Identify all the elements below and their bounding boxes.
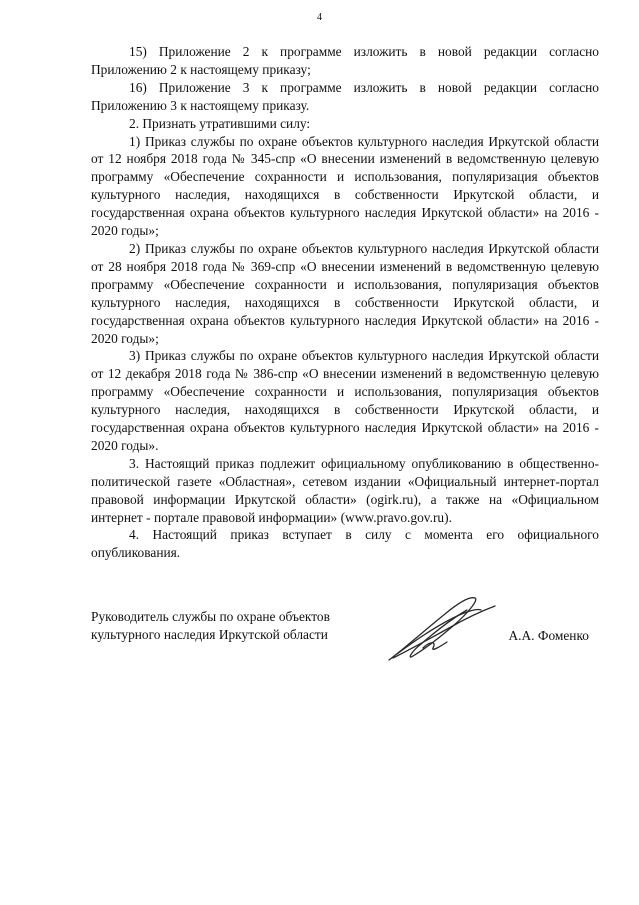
signatory-position-line2: культурного наследия Иркутской области — [91, 627, 328, 642]
signatory-position-line1: Руководитель службы по охране объектов — [91, 609, 330, 624]
signatory-position — [91, 608, 330, 644]
signatory-name: А.А. Фоменко — [508, 628, 589, 643]
handwritten-signature — [383, 590, 503, 670]
page-number: 4 — [317, 12, 322, 23]
paragraph-repeal-heading: 2. Признать утратившими силу: — [129, 115, 311, 131]
signature-block — [91, 608, 599, 688]
paragraph-repeal-1: 1) Приказ службы по охране объектов культурного наследия Иркутской области от 12 ноября 2018 года № 345-спр «О внесении изменений в ведомственную целевую программу «Обеспечение сохранности и использования, популяризация объектов культурного наследия, находящихся в собственности Иркутской области, и государственная охрана объектов культурного наследия Иркутской области» на 2016 - 2020 годы»; — [91, 133, 599, 239]
paragraph-publication: 3. Настоящий приказ подлежит официальному опубликованию в общественно-политической газете «Областная», сетевом издании «Официальный интернет-портал правовой информации Иркутской области» (ogirk.ru), а также на «Официальном интернет - портале правовой информации» (www.pravo.gov.ru). — [91, 455, 599, 525]
document-body — [91, 43, 599, 562]
paragraph-repeal-3: 3) Приказ службы по охране объектов культурного наследия Иркутской области от 12 декабря 2018 года № 386-спр «О внесении изменений в ведомственную целевую программу «Обеспечение сохранности и использования, популяризация объектов культурного наследия, находящихся в собственности Иркутской области, и государственная охрана объектов культурного наследия Иркутской области» на 2016 - 2020 годы». — [91, 348, 599, 453]
paragraph-item-16: 16) Приложение 3 к программе изложить в новой редакции согласно Приложению 3 к настоящему приказу. — [91, 79, 599, 113]
paragraph-effective: 4. Настоящий приказ вступает в силу с момента его официального опубликования. — [91, 527, 599, 561]
paragraph-repeal-2: 2) Приказ службы по охране объектов культурного наследия Иркутской области от 28 ноября 2018 года № 369-спр «О внесении изменений в ведомственную целевую программу «Обеспечение сохранности и использования, популяризация объектов культурного наследия, находящихся в собственности Иркутской области, и государственная охрана объектов культурного наследия Иркутской области» на 2016 - 2020 годы»; — [91, 240, 599, 346]
paragraph-item-15: 15) Приложение 2 к программе изложить в новой редакции согласно Приложению 2 к настоящему приказу; — [91, 44, 599, 77]
